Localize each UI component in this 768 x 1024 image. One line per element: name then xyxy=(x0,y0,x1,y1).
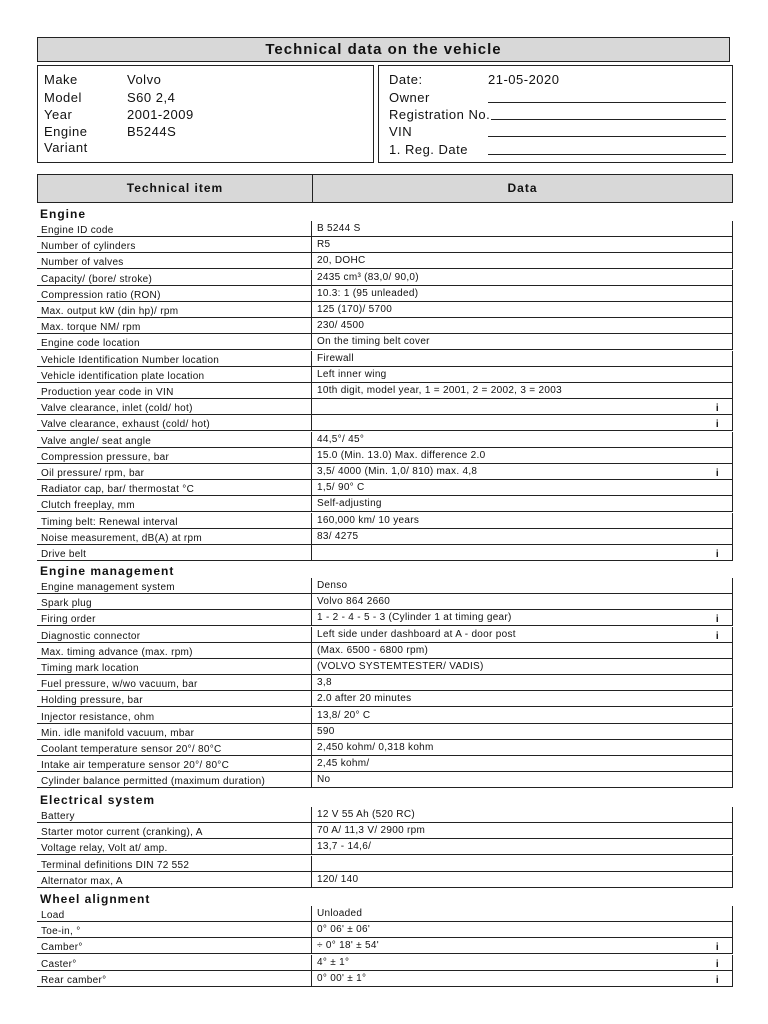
row-value: Unloaded xyxy=(317,908,363,919)
table-row xyxy=(37,643,733,659)
row-value: 0° 06' ± 06' xyxy=(317,924,371,936)
vin-field-line xyxy=(488,136,726,137)
column-divider xyxy=(311,922,312,938)
column-divider xyxy=(311,823,312,839)
row-value: ÷ 0° 18' ± 54' xyxy=(317,940,379,952)
row-value: 2,45 kohm/ xyxy=(317,758,370,770)
row-label: Fuel pressure, w/wo vacuum, bar xyxy=(41,679,198,691)
table-row xyxy=(37,286,733,302)
column-divider xyxy=(311,318,312,334)
table-row xyxy=(37,594,733,610)
column-divider xyxy=(311,938,312,954)
row-label: Vehicle Identification Number location xyxy=(41,354,220,366)
row-right-border xyxy=(732,772,733,788)
row-right-border xyxy=(732,627,733,643)
row-label: Noise measurement, dB(A) at rpm xyxy=(41,532,203,544)
table-row xyxy=(37,627,733,643)
row-value: Left side under dashboard at A - door post xyxy=(317,628,516,640)
row-value: Denso xyxy=(317,580,348,591)
row-label: Engine ID code xyxy=(41,225,114,236)
registration-box xyxy=(378,65,733,163)
row-value: 590 xyxy=(317,725,335,737)
row-label: Max. torque NM/ rpm xyxy=(41,322,141,334)
info-icon[interactable]: i xyxy=(715,942,719,954)
row-right-border xyxy=(732,856,733,872)
row-value: 15.0 (Min. 13.0) Max. difference 2.0 xyxy=(317,449,486,461)
row-right-border xyxy=(732,496,733,512)
table-row xyxy=(37,432,733,448)
row-label: Number of cylinders xyxy=(41,241,136,253)
column-divider xyxy=(311,334,312,350)
row-right-border xyxy=(732,513,733,529)
row-label: Max. timing advance (max. rpm) xyxy=(41,646,193,658)
row-right-border xyxy=(732,922,733,938)
column-divider xyxy=(311,496,312,512)
row-right-border xyxy=(732,399,733,415)
row-value: (VOLVO SYSTEMTESTER/ VADIS) xyxy=(317,661,484,672)
row-label: Valve angle/ seat angle xyxy=(41,435,152,447)
column-divider xyxy=(311,772,312,788)
table-row xyxy=(37,610,733,626)
column-divider xyxy=(311,807,312,823)
row-right-border xyxy=(732,675,733,691)
column-divider xyxy=(311,448,312,464)
info-icon[interactable]: i xyxy=(715,468,719,479)
table-row xyxy=(37,955,733,971)
column-divider xyxy=(311,756,312,772)
row-label: Coolant temperature sensor 20°/ 80°C xyxy=(41,744,222,755)
column-divider xyxy=(311,302,312,318)
table-row xyxy=(37,872,733,888)
column-divider xyxy=(311,675,312,691)
row-label: Engine management system xyxy=(41,582,175,593)
column-divider xyxy=(311,270,312,286)
column-divider xyxy=(311,627,312,643)
info-icon[interactable]: i xyxy=(715,419,719,431)
row-right-border xyxy=(732,529,733,545)
row-value: 2.0 after 20 minutes xyxy=(317,693,412,705)
technical-item-header: Technical item xyxy=(38,175,313,202)
row-value: 44,5°/ 45° xyxy=(317,433,365,445)
table-row xyxy=(37,529,733,545)
row-right-border xyxy=(732,221,733,237)
row-right-border xyxy=(732,432,733,448)
year-label: Year xyxy=(44,107,73,122)
row-label: Starter motor current (cranking), A xyxy=(41,827,203,839)
row-label: Voltage relay, Volt at/ amp. xyxy=(41,843,168,855)
row-label: Drive belt xyxy=(41,549,87,560)
row-label: Rear camber° xyxy=(41,974,107,986)
column-divider xyxy=(311,578,312,594)
vehicle-info-box xyxy=(37,65,374,163)
row-right-border xyxy=(732,415,733,431)
info-icon[interactable]: i xyxy=(715,403,719,415)
column-divider xyxy=(311,545,312,561)
table-row xyxy=(37,464,733,480)
table-row xyxy=(37,221,733,237)
table-row xyxy=(37,545,733,561)
column-divider xyxy=(311,383,312,399)
info-icon[interactable]: i xyxy=(715,958,719,970)
row-label: Valve clearance, exhaust (cold/ hot) xyxy=(41,419,211,431)
vin-label: VIN xyxy=(389,124,413,139)
table-row xyxy=(37,675,733,691)
row-right-border xyxy=(732,740,733,756)
row-right-border xyxy=(732,839,733,855)
column-divider xyxy=(311,432,312,448)
table-row xyxy=(37,740,733,756)
column-divider xyxy=(311,286,312,302)
row-label: Firing order xyxy=(41,614,96,626)
row-right-border xyxy=(732,253,733,269)
table-row xyxy=(37,724,733,740)
row-right-border xyxy=(732,971,733,987)
row-value: R5 xyxy=(317,239,331,251)
row-right-border xyxy=(732,938,733,954)
row-value: 125 (170)/ 5700 xyxy=(317,304,393,315)
row-right-border xyxy=(732,448,733,464)
table-row xyxy=(37,480,733,496)
row-right-border xyxy=(732,578,733,594)
column-divider xyxy=(311,839,312,855)
row-right-border xyxy=(732,383,733,399)
row-right-border xyxy=(732,708,733,724)
row-value: 3,8 xyxy=(317,677,332,689)
row-label: Injector resistance, ohm xyxy=(41,711,155,723)
section-title: Engine xyxy=(40,207,87,221)
row-label: Terminal definitions DIN 72 552 xyxy=(41,859,190,871)
row-label: Engine code location xyxy=(41,338,140,350)
column-divider xyxy=(311,253,312,269)
column-divider xyxy=(311,237,312,253)
row-label: Timing mark location xyxy=(41,663,139,674)
row-right-border xyxy=(732,318,733,334)
row-value: 10th digit, model year, 1 = 2001, 2 = 2002, 3 = 2003 xyxy=(317,385,562,396)
row-right-border xyxy=(732,610,733,626)
row-right-border xyxy=(732,286,733,302)
row-value: On the timing belt cover xyxy=(317,336,430,348)
row-label: Valve clearance, inlet (cold/ hot) xyxy=(41,403,193,415)
row-label: Oil pressure/ rpm, bar xyxy=(41,468,145,479)
column-divider xyxy=(311,659,312,675)
row-right-border xyxy=(732,270,733,286)
registration-no-field-line xyxy=(491,119,726,120)
column-divider xyxy=(311,399,312,415)
column-divider xyxy=(311,643,312,659)
info-icon[interactable]: i xyxy=(715,614,719,626)
engine-value: B5244S xyxy=(127,124,177,139)
row-value: 4° ± 1° xyxy=(317,956,350,968)
reg-date-field-line xyxy=(488,154,726,155)
row-value: No xyxy=(317,774,331,786)
row-value: 83/ 4275 xyxy=(317,530,359,542)
row-value: 0° 00' ± 1° xyxy=(317,972,367,984)
table-row xyxy=(37,237,733,253)
row-value: 20, DOHC xyxy=(317,255,366,267)
column-divider xyxy=(311,691,312,707)
table-row xyxy=(37,334,733,350)
row-right-border xyxy=(732,756,733,772)
table-row xyxy=(37,496,733,512)
column-divider xyxy=(311,856,312,872)
row-value: Volvo 864 2660 xyxy=(317,596,391,608)
info-icon[interactable]: i xyxy=(715,630,719,642)
row-value: 2435 cm³ (83,0/ 90,0) xyxy=(317,271,419,283)
row-value: 1 - 2 - 4 - 5 - 3 (Cylinder 1 at timing gear) xyxy=(317,612,512,624)
row-value: 13,8/ 20° C xyxy=(317,709,371,721)
row-right-border xyxy=(732,594,733,610)
table-row xyxy=(37,253,733,269)
table-row xyxy=(37,856,733,872)
column-divider xyxy=(311,351,312,367)
row-value: (Max. 6500 - 6800 rpm) xyxy=(317,644,429,656)
row-label: Camber° xyxy=(41,942,83,954)
table-row xyxy=(37,807,733,823)
make-value: Volvo xyxy=(127,72,162,87)
column-divider xyxy=(311,971,312,987)
table-row xyxy=(37,971,733,987)
row-label: Vehicle identification plate location xyxy=(41,370,205,382)
row-value: Firewall xyxy=(317,352,354,364)
row-right-border xyxy=(732,302,733,318)
row-right-border xyxy=(732,351,733,367)
column-divider xyxy=(311,221,312,237)
row-value: 3,5/ 4000 (Min. 1,0/ 810) max. 4,8 xyxy=(317,466,478,477)
section-title: Engine management xyxy=(40,564,175,578)
table-row xyxy=(37,906,733,922)
reg-date-label: 1. Reg. Date xyxy=(389,142,468,157)
row-value: 10.3: 1 (95 unleaded) xyxy=(317,287,419,299)
column-divider xyxy=(311,872,312,888)
row-value: 160,000 km/ 10 years xyxy=(317,514,420,526)
table-row xyxy=(37,772,733,788)
column-divider xyxy=(311,708,312,724)
row-label: Alternator max, A xyxy=(41,875,123,887)
table-row xyxy=(37,415,733,431)
table-row xyxy=(37,823,733,839)
table-row xyxy=(37,691,733,707)
row-label: Diagnostic connector xyxy=(41,630,141,642)
make-label: Make xyxy=(44,72,78,87)
section-title: Wheel alignment xyxy=(40,892,151,906)
row-value: 13,7 - 14,6/ xyxy=(317,841,372,853)
column-divider xyxy=(311,906,312,922)
row-right-border xyxy=(732,237,733,253)
date-value: 21-05-2020 xyxy=(488,72,560,87)
row-right-border xyxy=(732,906,733,922)
row-right-border xyxy=(732,691,733,707)
table-row xyxy=(37,351,733,367)
data-header: Data xyxy=(507,181,538,195)
row-label: Load xyxy=(41,910,65,921)
row-label: Timing belt: Renewal interval xyxy=(41,516,178,528)
table-row xyxy=(37,318,733,334)
row-value: Left inner wing xyxy=(317,368,387,380)
row-label: Caster° xyxy=(41,958,77,970)
row-value: 70 A/ 11,3 V/ 2900 rpm xyxy=(317,825,426,837)
section-title: Electrical system xyxy=(40,793,156,807)
row-label: Clutch freeplay, mm xyxy=(41,500,135,512)
table-row xyxy=(37,399,733,415)
table-row xyxy=(37,513,733,529)
table-row xyxy=(37,270,733,286)
table-row xyxy=(37,922,733,938)
table-row xyxy=(37,448,733,464)
variant-label: Variant xyxy=(44,140,88,155)
info-icon[interactable]: i xyxy=(715,549,719,560)
column-divider xyxy=(311,367,312,383)
row-value: 2,450 kohm/ 0,318 kohm xyxy=(317,742,434,753)
page-title: Technical data on the vehicle xyxy=(37,37,730,62)
row-right-border xyxy=(732,955,733,971)
column-divider xyxy=(311,594,312,610)
registration-no-label: Registration No. xyxy=(389,107,491,122)
row-right-border xyxy=(732,872,733,888)
row-label: Max. output kW (din hp)/ rpm xyxy=(41,306,179,317)
column-divider xyxy=(311,955,312,971)
owner-field-line xyxy=(488,102,726,103)
row-label: Production year code in VIN xyxy=(41,387,174,398)
table-row xyxy=(37,578,733,594)
column-divider xyxy=(311,529,312,545)
row-right-border xyxy=(732,659,733,675)
row-right-border xyxy=(732,823,733,839)
row-right-border xyxy=(732,724,733,740)
column-divider xyxy=(311,610,312,626)
row-right-border xyxy=(732,480,733,496)
year-value: 2001-2009 xyxy=(127,107,194,122)
column-divider xyxy=(311,464,312,480)
table-row xyxy=(37,302,733,318)
row-value: 1,5/ 90° C xyxy=(317,482,365,494)
column-divider xyxy=(311,513,312,529)
row-right-border xyxy=(732,464,733,480)
date-label: Date: xyxy=(389,72,423,87)
column-divider xyxy=(311,480,312,496)
row-label: Battery xyxy=(41,811,75,822)
row-label: Compression pressure, bar xyxy=(41,451,170,463)
table-row xyxy=(37,938,733,954)
owner-label: Owner xyxy=(389,90,430,105)
table-row xyxy=(37,708,733,724)
row-label: Compression ratio (RON) xyxy=(41,289,161,301)
table-row xyxy=(37,383,733,399)
column-divider xyxy=(311,415,312,431)
row-value: 230/ 4500 xyxy=(317,320,365,332)
row-label: Radiator cap, bar/ thermostat °C xyxy=(41,484,195,496)
table-row xyxy=(37,659,733,675)
column-divider xyxy=(311,724,312,740)
table-row xyxy=(37,367,733,383)
model-label: Model xyxy=(44,90,82,105)
table-header xyxy=(37,174,733,203)
row-value: B 5244 S xyxy=(317,223,361,234)
row-right-border xyxy=(732,545,733,561)
row-label: Holding pressure, bar xyxy=(41,695,143,707)
row-right-border xyxy=(732,643,733,659)
table-row xyxy=(37,839,733,855)
model-value: S60 2,4 xyxy=(127,90,176,105)
row-right-border xyxy=(732,807,733,823)
info-icon[interactable]: i xyxy=(715,974,719,986)
column-divider xyxy=(311,740,312,756)
engine-label: Engine xyxy=(44,124,88,139)
row-label: Min. idle manifold vacuum, mbar xyxy=(41,727,195,739)
row-value: 120/ 140 xyxy=(317,873,359,885)
row-right-border xyxy=(732,367,733,383)
row-value: Self-adjusting xyxy=(317,498,382,510)
row-value: 12 V 55 Ah (520 RC) xyxy=(317,809,415,820)
table-row xyxy=(37,756,733,772)
row-label: Capacity/ (bore/ stroke) xyxy=(41,273,153,285)
row-label: Number of valves xyxy=(41,257,124,269)
row-label: Spark plug xyxy=(41,598,92,610)
row-right-border xyxy=(732,334,733,350)
row-label: Toe-in, ° xyxy=(41,926,81,938)
row-label: Cylinder balance permitted (maximum duration) xyxy=(41,776,266,788)
row-label: Intake air temperature sensor 20°/ 80°C xyxy=(41,760,230,772)
